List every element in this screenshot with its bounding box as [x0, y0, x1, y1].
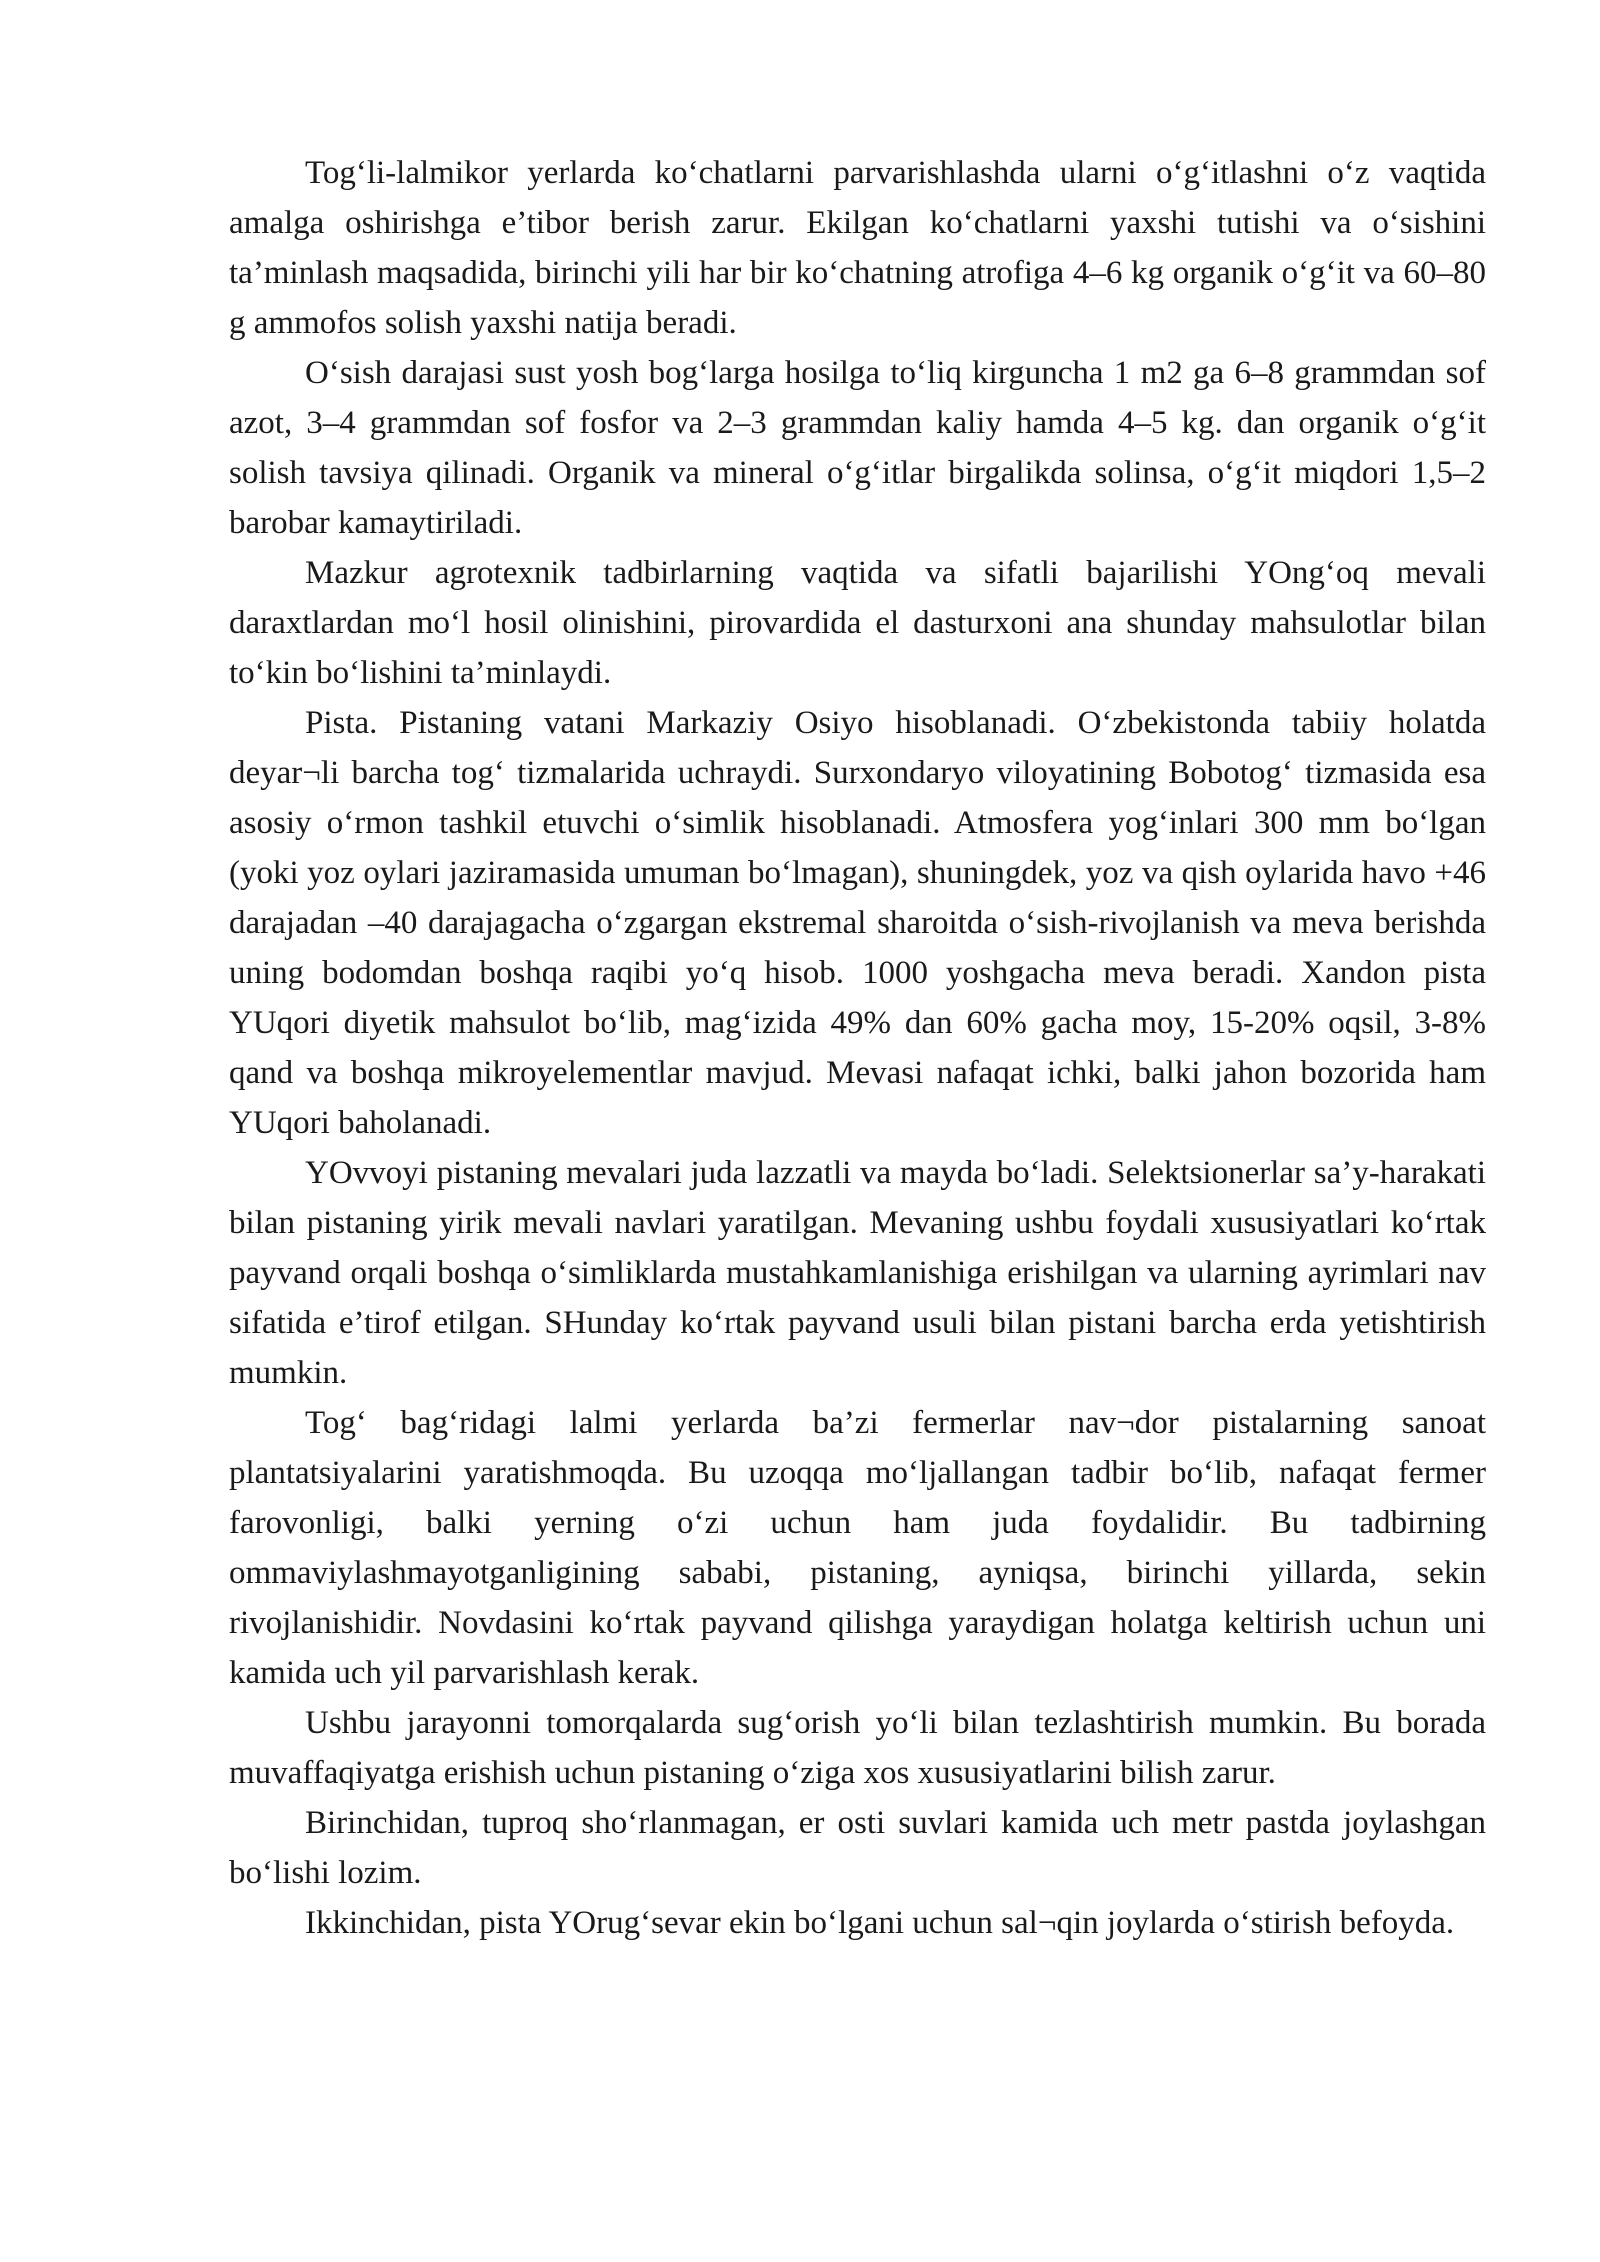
paragraph-irrigation: Ushbu jarayonni tomorqalarda sug‘orish yo‘li bilan tezlashtirish mumkin. Bu borada muvaffaqiyatga erishish uchun pistaning o‘ziga xos xususiyatlarini bilish zarur. — [229, 1705, 1486, 1791]
paragraph-second-condition: Ikkinchidan, pista YOrug‘sevar ekin bo‘lgani uchun sal¬qin joylarda o‘stirish befoyda. — [305, 1905, 1455, 1941]
paragraph-wild-pistachio: YOvvoyi pistaning mevalari juda lazzatli va mayda bo‘ladi. Selektsionerlar sa’y-harakati bilan pistaning yirik mevali navlari yaratilgan. Mevaning ushbu foydali xususiyatlari ko‘rtak payvand orqali boshqa o‘simliklarda mustahkamlanishiga erishilgan va ularning ayrimlari nav sifatida e’tirof etilgan. SHunday ko‘rtak payvand usuli bilan pistani barcha erda yetishtirish mumkin. — [229, 1155, 1486, 1391]
document-page — [229, 148, 1486, 1948]
paragraph-pistachio-intro: Pista. Pistaning vatani Markaziy Osiyo hisoblanadi. O‘zbekistonda tabiiy holatda deyar¬li barcha tog‘ tizmalarida uchraydi. Surxondaryo viloyatining Bobotog‘ tizmasida esa asosiy o‘rmon tashkil etuvchi o‘simlik hisoblanadi. Atmosfera yog‘inlari 300 mm bo‘lgan (yoki yoz oylari jaziramasida umuman bo‘lmagan), shuningdek, yoz va qish oylarida havo +46 darajadan –40 darajagacha o‘zgargan ekstremal sharoitda o‘sish-rivojlanish va meva berishda uning bodomdan boshqa raqibi yo‘q hisob. 1000 yoshgacha meva beradi. Xandon pista YUqori diyetik mahsulot bo‘lib, mag‘izida 49% dan 60% gacha moy, 15-20% oqsil, 3-8% qand va boshqa mikroyelementlar mavjud. Mevasi nafaqat ichki, balki jahon bozorida ham YUqori baholanadi. — [229, 705, 1486, 1141]
paragraph-plantations: Tog‘ bag‘ridagi lalmi yerlarda ba’zi fermerlar nav¬dor pistalarning sanoat plantatsiyalarini yaratishmoqda. Bu uzoqqa mo‘ljallangan tadbir bo‘lib, nafaqat fermer farovonligi, balki yerning o‘zi uchun ham juda foydalidir. Bu tadbirning ommaviylashmayotganligining sababi, pistaning, ayniqsa, birinchi yillarda, sekin rivojlanishidir. Novdasini ko‘rtak payvand qilishga yaraydigan holatga keltirish uchun uni kamida uch yil parvarishlash kerak. — [229, 1405, 1486, 1691]
paragraph-agrotechnical-measures: Mazkur agrotexnik tadbirlarning vaqtida va sifatli bajarilishi YOng‘oq mevali daraxtlardan mo‘l hosil olinishini, pirovardida el dasturxoni ana shunday mahsulotlar bilan to‘kin bo‘lishini ta’minlaydi. — [229, 555, 1486, 691]
paragraph-fertilizing-seedlings: Tog‘li-lalmikor yerlarda ko‘chatlarni parvarishlashda ularni o‘g‘itlashni o‘z vaqtida amalga oshirishga e’tibor berish zarur. Ekilgan ko‘chatlarni yaxshi tutishi va o‘sishini ta’minlash maqsadida, birinchi yili har bir ko‘chatning atrofiga 4–6 kg organik o‘g‘it va 60–80 g ammofos solish yaxshi natija beradi. — [229, 155, 1486, 341]
paragraph-first-condition: Birinchidan, tuproq sho‘rlanmagan, er osti suvlari kamida uch metr pastda joylashgan bo‘lishi lozim. — [229, 1805, 1486, 1891]
paragraph-young-orchards: O‘sish darajasi sust yosh bog‘larga hosilga to‘liq kirguncha 1 m2 ga 6–8 grammdan sof azot, 3–4 grammdan sof fosfor va 2–3 grammdan kaliy hamda 4–5 kg. dan organik o‘g‘it solish tavsiya qilinadi. Organik va mineral o‘g‘itlar birgalikda solinsa, o‘g‘it miqdori 1,5–2 barobar kamaytiriladi. — [229, 355, 1486, 541]
